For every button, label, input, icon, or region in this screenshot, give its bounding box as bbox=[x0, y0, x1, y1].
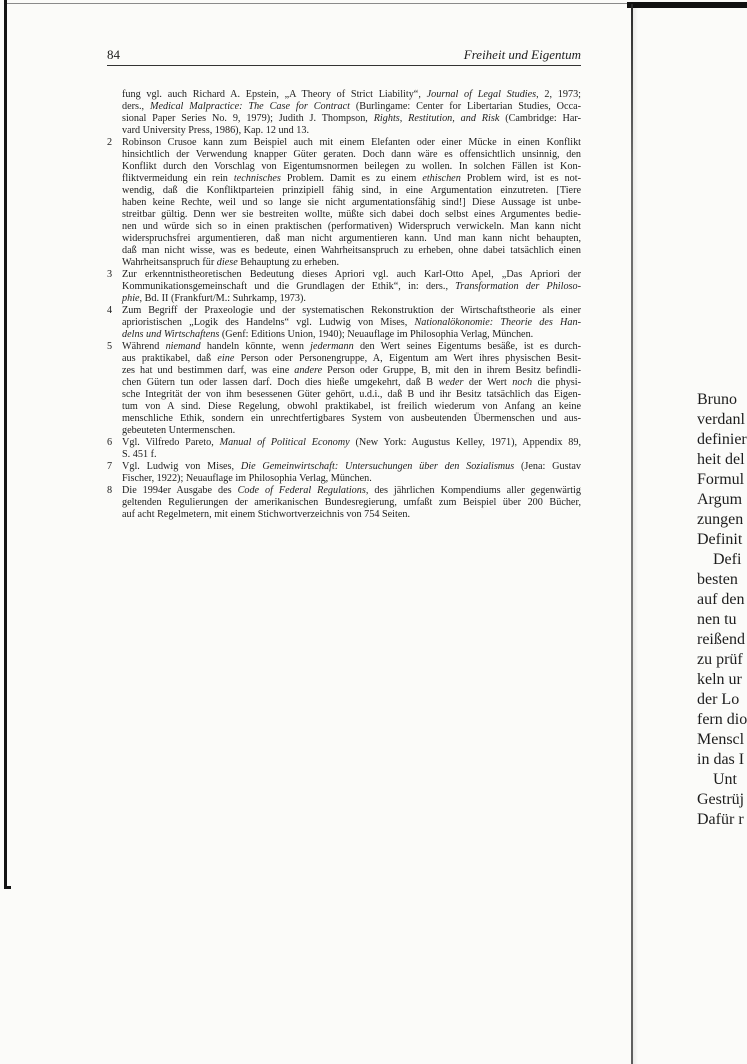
text-run: geltenden Regulierungen der amerikanischen Bundesregierung, umfaßt zum Beispiel über 200 Bücher, bbox=[122, 497, 581, 508]
text-run: sche Integrität der von ihm besessenen Güter gehört, u.d.i., daß B und ihr Besitz tatsächlich das Eigen- bbox=[122, 389, 581, 400]
italic-run: Die Gemeinwirtschaft: Untersuchungen über den Sozialismus bbox=[240, 461, 515, 472]
footnote-text bbox=[122, 137, 581, 269]
text-run: fliktvermeidung ein rein bbox=[122, 173, 234, 184]
right-page-line: zungen bbox=[697, 511, 744, 528]
italic-run: andere bbox=[294, 365, 323, 376]
scan-edge-top-right bbox=[627, 2, 747, 8]
text-run: Zur erkenntnistheoretischen Bedeutung dieses Apriori vgl. auch Karl-Otto Apel, „Das Apriori der bbox=[122, 269, 581, 280]
italic-run: Rights, Restitution, and Risk bbox=[373, 113, 500, 124]
text-run: den Wert seines Eigentums besäße, ist es durch- bbox=[353, 341, 581, 352]
footnote-line bbox=[122, 401, 581, 413]
text-run: , 2, 1973; bbox=[536, 89, 581, 100]
italic-run: noch bbox=[512, 377, 533, 388]
italic-run: technisches bbox=[233, 173, 281, 184]
right-page-line: besten bbox=[697, 571, 738, 588]
text-run: Person oder Personengruppe, A, Eigentum am Wert ihres physischen Besit- bbox=[234, 353, 581, 364]
footnote-line bbox=[122, 437, 581, 449]
right-page-line: Bruno bbox=[697, 391, 737, 408]
footnote-number: 4 bbox=[107, 305, 113, 316]
footnote-number: 2 bbox=[107, 137, 113, 148]
footnote bbox=[107, 461, 581, 485]
right-page-line: Gestrüj bbox=[697, 791, 745, 808]
footnote bbox=[107, 437, 581, 461]
text-run: chen Gütern tun oder lassen darf. Doch dies hieße umgekehrt, daß B bbox=[122, 377, 439, 388]
header-rule bbox=[107, 65, 581, 66]
footnote-text bbox=[122, 461, 581, 485]
footnote-number: 6 bbox=[107, 437, 113, 448]
text-run: sional Paper Series No. 9, 1979); Judith J. Thompson, bbox=[122, 113, 374, 124]
italic-run: weder bbox=[438, 377, 464, 388]
italic-run: eine bbox=[217, 353, 235, 364]
text-run: (Genf: Editions Union, 1940); Neuauflage im Philosophia Verlag, München. bbox=[219, 329, 534, 340]
footnote-line bbox=[122, 137, 581, 149]
scan-edge-left bbox=[4, 0, 7, 889]
text-run: (Jena: Gustav bbox=[514, 461, 582, 472]
footnote-line bbox=[122, 497, 581, 509]
text-run: daß man nicht wisse, was es bedeute, einen Wahrheitsanspruch zu erheben, ohne dabei tatsächlich einen bbox=[122, 245, 581, 256]
footnote-line bbox=[122, 389, 581, 401]
footnote-line bbox=[122, 281, 581, 293]
footnote-number: 7 bbox=[107, 461, 113, 472]
text-run: Zum Begriff der Praxeologie und der systematischen Rekonstruktion der Wirtschaftstheorie als einer bbox=[122, 305, 581, 316]
italic-run: jedermann bbox=[310, 341, 354, 352]
footnote-text bbox=[122, 305, 581, 341]
text-run: Wahrheitsanspruch für bbox=[122, 257, 217, 268]
right-page-line: Menscl bbox=[697, 731, 745, 748]
footnote-line bbox=[122, 149, 581, 161]
footnote-line bbox=[122, 125, 581, 137]
footnote-line bbox=[122, 245, 581, 257]
footnote-text bbox=[122, 269, 581, 305]
italic-run: Medical Malpractice: The Case for Contract bbox=[150, 101, 350, 112]
footnote-line bbox=[122, 317, 581, 329]
text-run: S. 451 f. bbox=[122, 449, 157, 460]
scan-edge-left-foot bbox=[4, 886, 11, 889]
text-run: Robinson Crusoe kann zum Beispiel auch mit einem Elefanten oder einer Mücke in einen Konflikt bbox=[122, 137, 581, 148]
footnote-line bbox=[122, 449, 581, 461]
text-run: die physi- bbox=[532, 377, 581, 388]
text-run: der Wert bbox=[463, 377, 513, 388]
footnote-line bbox=[122, 221, 581, 233]
text-run: Vgl. Vilfredo Pareto, bbox=[122, 437, 220, 448]
book-gutter-shadow bbox=[633, 4, 638, 1064]
footnote-line bbox=[122, 425, 581, 437]
italic-run: ethischen bbox=[422, 173, 461, 184]
page-number: 84 bbox=[107, 47, 120, 62]
footnote-line bbox=[122, 269, 581, 281]
right-page-line: Formul bbox=[697, 471, 745, 488]
right-page-line: Dafür r bbox=[697, 811, 744, 828]
footnote-number: 5 bbox=[107, 341, 113, 352]
footnote-line bbox=[122, 341, 581, 353]
italic-run: niemand bbox=[165, 341, 201, 352]
footnote-line bbox=[122, 209, 581, 221]
footnote-line bbox=[122, 233, 581, 245]
text-run: Kommunikationsgemeinschaft und die Grundlagen der Ethik“, in: ders., bbox=[122, 281, 456, 292]
text-run: handeln könnte, wenn bbox=[200, 341, 311, 352]
text-run: tum von A sind. Diese Regelung, obwohl praktikabel, ist freilich wiederum von Anfang an keine bbox=[122, 401, 581, 412]
footnote bbox=[107, 485, 581, 521]
italic-run: Manual of Political Economy bbox=[219, 437, 350, 448]
text-run: Behauptung zu erheben. bbox=[237, 257, 340, 268]
footnote-line bbox=[122, 509, 581, 521]
footnote-line bbox=[122, 485, 581, 497]
italic-run: phie bbox=[122, 293, 140, 304]
text-run: , des jährlichen Kompendiums aller gegenwärtig bbox=[365, 485, 581, 496]
right-page-line: heit del bbox=[697, 451, 745, 468]
text-run: menschliche Ethik, sondern ein unrechtfertigbares System von ausbeutenden Übermenschen und aus- bbox=[122, 413, 581, 424]
italic-run: delns und Wirtschaftens bbox=[122, 329, 220, 340]
right-page-line: reißend bbox=[697, 631, 745, 648]
footnote-line bbox=[122, 329, 581, 341]
text-run: Vgl. Ludwig von Mises, bbox=[122, 461, 241, 472]
italic-run: Nationalökonomie: Theorie des Han- bbox=[414, 317, 581, 328]
right-page-line: verdanl bbox=[697, 411, 745, 428]
italic-run: Code of Federal Regulations bbox=[237, 485, 366, 496]
footnote-text bbox=[122, 485, 581, 521]
footnote-line bbox=[122, 293, 581, 305]
footnote-text bbox=[122, 437, 581, 461]
footnote-line bbox=[122, 257, 581, 269]
text-run: Person oder Gruppe, B, mit den in ihrem Besitz befindli- bbox=[322, 365, 581, 376]
text-run: haben keine Rechte, weil und so lange sie nicht argumentationsfähig sind!] Diese Aussage ist unbe- bbox=[122, 197, 581, 208]
text-run: aus praktikabel, daß bbox=[122, 353, 218, 364]
footnote-line bbox=[122, 197, 581, 209]
footnote-line bbox=[122, 305, 581, 317]
text-run: gebeuteten Untermenschen. bbox=[122, 425, 236, 436]
footnote bbox=[107, 341, 581, 437]
right-page-line: Defi bbox=[713, 551, 742, 568]
footnote-line bbox=[122, 185, 581, 197]
footnote-line bbox=[122, 101, 581, 113]
text-run: , Bd. II (Frankfurt/M.: Suhrkamp, 1973). bbox=[139, 293, 306, 304]
footnote-line bbox=[122, 461, 581, 473]
footnote-number: 3 bbox=[107, 269, 113, 280]
text-run: (New York: Augustus Kelley, 1971), Appendix 89, bbox=[349, 437, 581, 448]
text-run: ders., bbox=[122, 101, 150, 112]
text-run: streitbar gültig. Denn wer sie bestreiten wollte, müßte sich dabei doch selbst eines Argumentes bedie- bbox=[122, 209, 581, 220]
footnote-line bbox=[122, 413, 581, 425]
text-run: Konflikt durch den Vorschlag von Eigentumsnormen beilegen zu wollen. In solchen Fällen ist Kon- bbox=[122, 161, 581, 172]
footnote-text bbox=[122, 341, 581, 437]
text-run: Während bbox=[122, 341, 166, 352]
text-run: aprioristischen „Logik des Handelns“ vgl. Ludwig von Mises, bbox=[122, 317, 415, 328]
right-page-line: fern dio bbox=[697, 711, 747, 728]
text-run: zes hat und bestimmen darf, was eine bbox=[122, 365, 295, 376]
text-run: Problem. Damit es zu einem bbox=[280, 173, 423, 184]
right-page-line: definier bbox=[697, 431, 747, 448]
footnote bbox=[107, 269, 581, 305]
right-page bbox=[697, 390, 747, 850]
footnote bbox=[107, 305, 581, 341]
text-run: vard University Press, 1986), Kap. 12 und 13. bbox=[122, 125, 310, 136]
footnote-line bbox=[122, 161, 581, 173]
footnote-line bbox=[122, 113, 581, 125]
text-run: widerspruchsfrei argumentieren, daß man nicht argumentieren kann. Und man kann nicht behaupten, bbox=[122, 233, 581, 244]
text-run: fung vgl. auch Richard A. Epstein, „A Theory of Strict Liability“, bbox=[122, 89, 427, 100]
footnote bbox=[107, 89, 581, 137]
right-page-line: auf den bbox=[697, 591, 745, 608]
text-run: Fischer, 1922); Neuauflage im Philosophia Verlag, München. bbox=[122, 473, 372, 484]
text-run: Die 1994er Ausgabe des bbox=[122, 485, 238, 496]
right-page-line: Unt bbox=[713, 771, 737, 788]
footnote-text bbox=[122, 89, 581, 137]
footnote-line bbox=[122, 353, 581, 365]
right-page-line: der Lo bbox=[697, 691, 740, 708]
right-page-line: Argum bbox=[697, 491, 743, 508]
text-run: (Cambridge: Har- bbox=[499, 113, 582, 124]
text-run: Problem wird, ist es not- bbox=[460, 173, 582, 184]
footnotes bbox=[107, 89, 581, 521]
text-run: nen und würde sich so in einen praktischen (performativen) Widerspruch verwickeln. Man kann nicht bbox=[122, 221, 581, 232]
text-run: hinsichtlich der Verwendung knapper Güter geraten. Doch dann wäre es offensichtlich unsinnig, den bbox=[122, 149, 581, 160]
italic-run: Journal of Legal Studies bbox=[426, 89, 537, 100]
text-run: auf acht Regelmetern, mit einem Stichwortverzeichnis von 754 Seiten. bbox=[122, 509, 410, 520]
footnote-number bbox=[107, 89, 122, 137]
footnote-line bbox=[122, 173, 581, 185]
footnote-line bbox=[122, 473, 581, 485]
running-head: Freiheit und Eigentum bbox=[463, 47, 581, 62]
right-page-line: keln ur bbox=[697, 671, 742, 688]
right-page-line: in das I bbox=[697, 751, 745, 768]
right-page-line: zu prüf bbox=[697, 651, 743, 668]
scan-edge-top bbox=[7, 3, 627, 4]
footnote-line bbox=[122, 365, 581, 377]
italic-run: diese bbox=[216, 257, 238, 268]
text-run: (Burlingame: Center for Libertarian Studies, Occa- bbox=[349, 101, 581, 112]
footnote-number: 8 bbox=[107, 485, 113, 496]
text-run: wendig, daß die Konfliktparteien prinzipiell fähig sind, in eine Argumentation einzutreten. [Tiere bbox=[122, 185, 581, 196]
right-page-line: nen tu bbox=[697, 611, 737, 628]
footnote-line bbox=[122, 89, 581, 101]
right-page-line: Definit bbox=[697, 531, 743, 548]
footnote bbox=[107, 137, 581, 269]
footnote-line bbox=[122, 377, 581, 389]
italic-run: Transformation der Philoso- bbox=[455, 281, 581, 292]
